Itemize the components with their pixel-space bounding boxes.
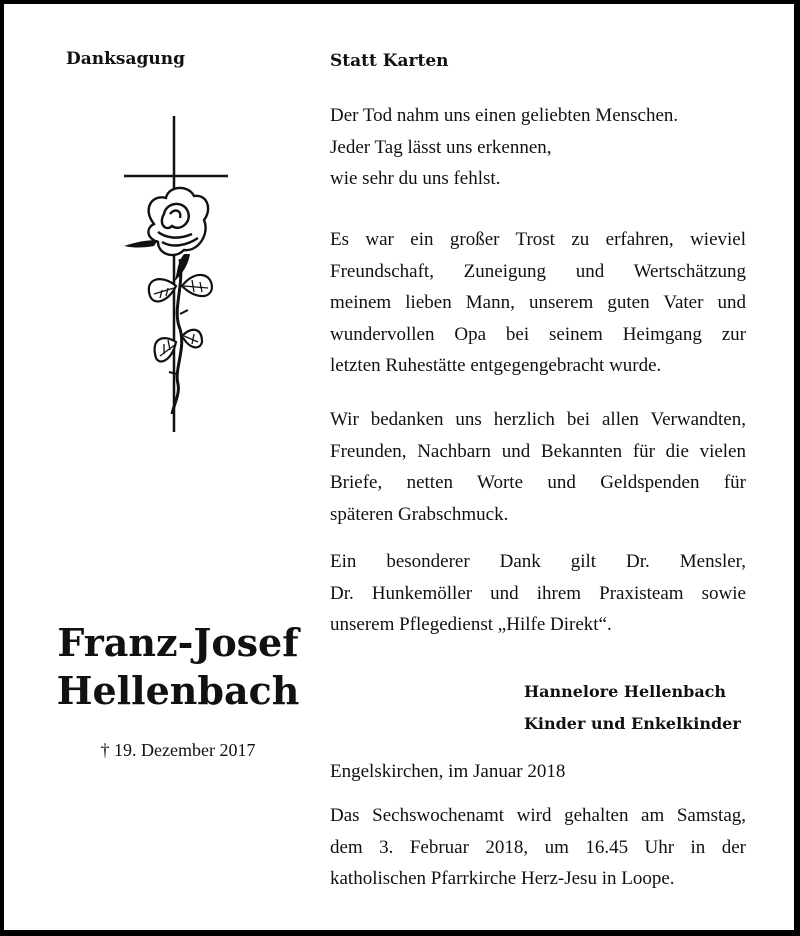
paragraph-besonderer-dank <box>330 546 746 641</box>
notice-content-area <box>4 4 794 930</box>
text-line: dem 3. Februar 2018, um 16.45 Uhr in der <box>330 836 746 858</box>
signature-line: Kinder und Enkelkinder <box>524 714 741 733</box>
heading-danksagung: Danksagung <box>66 49 185 69</box>
text-line: Freunden, Nachbarn und Bekannten für die vielen <box>330 440 746 462</box>
text-line: letzten Ruhestätte entgegengebracht wurde. <box>330 355 662 376</box>
text-line: katholischen Pfarrkirche Herz-Jesu in Loope. <box>330 868 675 889</box>
text-line: unserem Pflegedienst „Hilfe Direkt“. <box>330 614 612 635</box>
text-line: Wir bedanken uns herzlich bei allen Verwandten, <box>330 409 746 430</box>
text-line: Dr. Hunkemöller und ihrem Praxisteam sowie <box>330 582 746 604</box>
text-line: Der Tod nahm uns einen geliebten Menschen. <box>330 105 679 126</box>
text-line: Das Sechswochenamt wird gehalten am Samstag, <box>330 805 746 826</box>
service-info <box>330 800 746 895</box>
text-line: Es war ein großer Trost zu erfahren, wieviel <box>330 229 746 250</box>
text-line: wundervollen Opa bei seinem Heimgang zur <box>330 323 746 345</box>
text-line: Briefe, netten Worte und Geldspenden für <box>330 472 746 493</box>
text-line: Jeder Tag lässt uns erkennen, <box>330 136 552 158</box>
text-line: späteren Grabschmuck. <box>330 503 509 525</box>
heading-statt-karten: Statt Karten <box>330 51 449 71</box>
signature-block <box>524 676 741 740</box>
text-line: Freundschaft, Zuneigung und Wertschätzung <box>330 260 746 282</box>
text-line: meinem lieben Mann, unserem guten Vater und <box>330 292 746 313</box>
paragraph-trost <box>330 224 746 382</box>
cross-with-rose-icon <box>114 114 234 436</box>
text-line: Ein besonderer Dank gilt Dr. Mensler, <box>330 551 746 572</box>
signature-line: Hannelore Hellenbach <box>524 682 727 701</box>
deceased-name <box>28 619 328 715</box>
place-date-text: Engelskirchen, im Januar 2018 <box>330 761 566 782</box>
place-date <box>330 756 746 788</box>
paragraph-intro <box>330 100 746 195</box>
paragraph-dank <box>330 404 746 530</box>
death-date: † 19. Dezember 2017 <box>100 740 256 760</box>
text-line: wie sehr du uns fehlst. <box>330 168 501 189</box>
deceased-last-name: Hellenbach <box>56 668 300 713</box>
deceased-first-name: Franz-Josef <box>57 620 299 665</box>
